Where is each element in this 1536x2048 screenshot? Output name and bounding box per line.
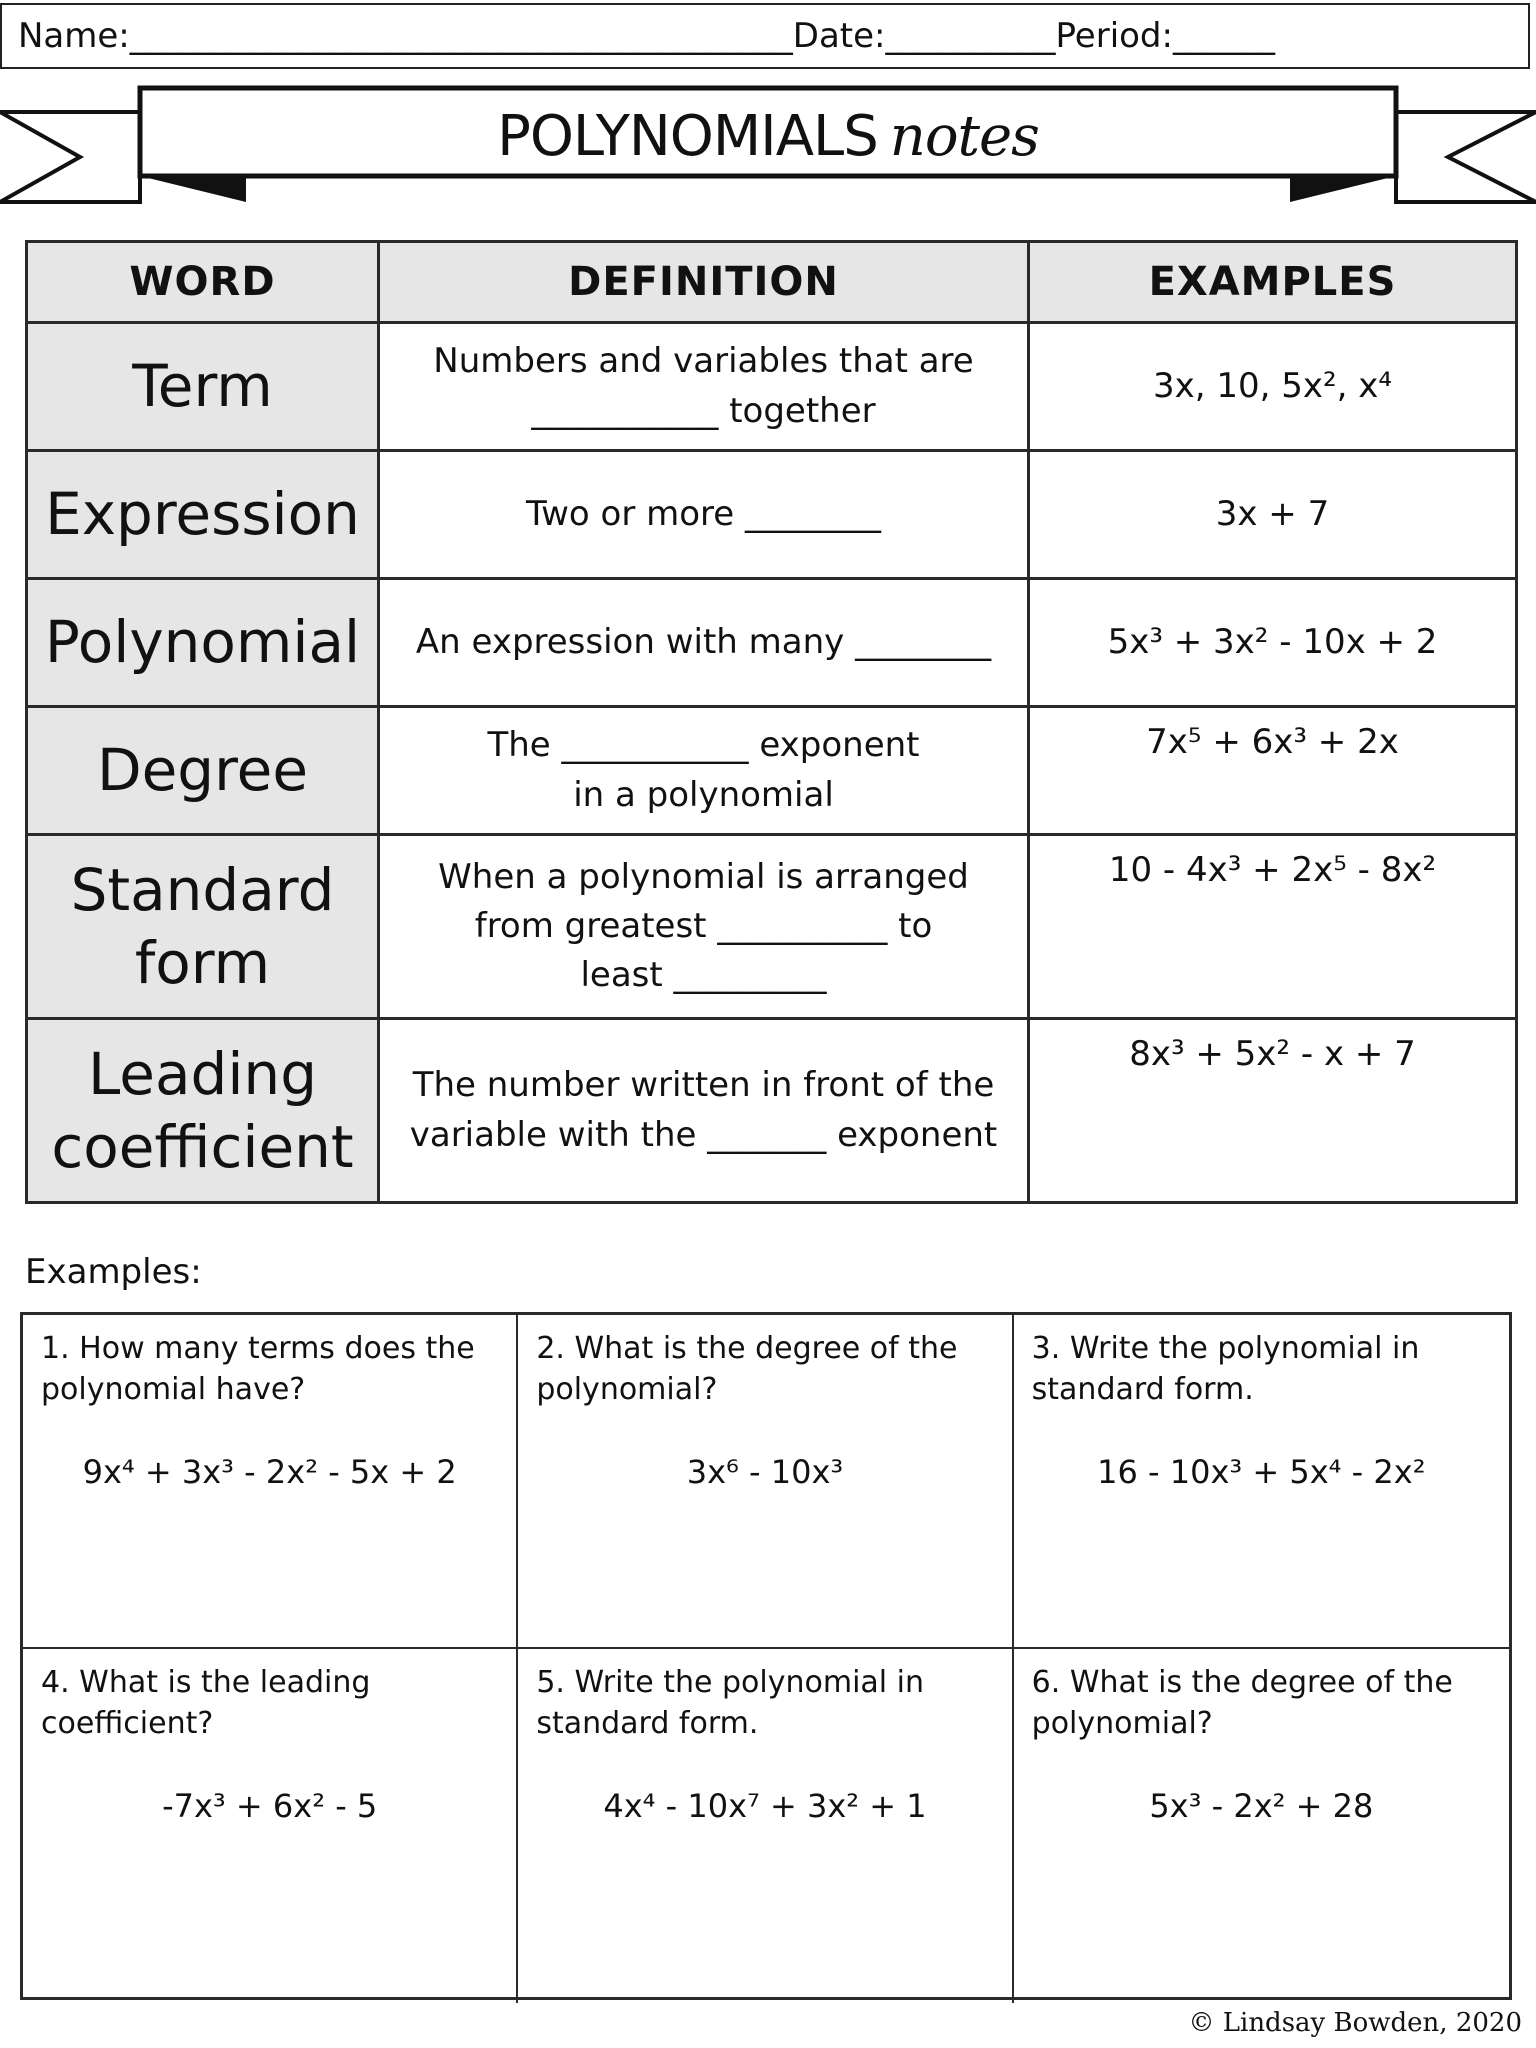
example-cell: 3x, 10, 5x², x⁴ xyxy=(1029,323,1517,451)
example-box-5[interactable] xyxy=(518,1649,1013,2003)
table-header-row xyxy=(27,242,1517,323)
student-info-header xyxy=(0,3,1530,69)
table-row xyxy=(27,1019,1517,1203)
ribbon-left-fold xyxy=(140,176,246,202)
header-definition: DEFINITION xyxy=(379,242,1029,323)
question-line: 6. What is the degree of the xyxy=(1031,1665,1453,1700)
question-line: polynomial? xyxy=(536,1371,718,1407)
ribbon-left-tail xyxy=(0,112,140,202)
examples-heading: Examples: xyxy=(25,1252,202,1292)
question-line: polynomial? xyxy=(1031,1705,1213,1741)
example-box-2[interactable] xyxy=(518,1315,1013,1649)
definition-line: least _________ xyxy=(580,955,827,996)
table-row xyxy=(27,451,1517,579)
copyright-notice: © Lindsay Bowden, 2020 xyxy=(1188,2008,1522,2038)
period-field[interactable]: ______ xyxy=(1172,16,1275,56)
word-cell xyxy=(27,1019,379,1203)
name-field[interactable]: _______________________________________ xyxy=(129,16,793,56)
definition-line: The number written in front of the xyxy=(412,1065,995,1106)
table-row xyxy=(27,323,1517,451)
question-text xyxy=(536,1663,993,1744)
question-text xyxy=(1032,1329,1491,1410)
question-text xyxy=(41,1329,498,1410)
title-script-text: notes xyxy=(889,103,1039,169)
definition-cell: An expression with many ________ xyxy=(379,579,1029,707)
example-box-4[interactable] xyxy=(23,1649,518,2003)
question-line: 4. What is the leading xyxy=(41,1665,371,1700)
polynomial-expression: -7x³ + 6x² - 5 xyxy=(162,1787,378,1825)
question-line: coefficient? xyxy=(41,1705,214,1741)
page-title xyxy=(140,96,1396,176)
polynomial-expression: 9x⁴ + 3x³ - 2x² - 5x + 2 xyxy=(82,1453,457,1491)
definition-line: in a polynomial xyxy=(573,774,834,815)
polynomial-expression: 3x⁶ - 10x³ xyxy=(686,1453,844,1491)
header-word: WORD xyxy=(27,242,379,323)
ribbon-right-tail xyxy=(1396,112,1536,202)
definition-line: ___________ together xyxy=(531,390,876,431)
header-examples: EXAMPLES xyxy=(1029,242,1517,323)
definition-cell xyxy=(379,323,1029,451)
question-line: 1. How many terms does the xyxy=(41,1331,475,1366)
example-cell: 10 - 4x³ + 2x⁵ - 8x² xyxy=(1029,835,1517,1019)
table-row xyxy=(27,579,1517,707)
question-line: 3. Write the polynomial in xyxy=(1031,1331,1420,1366)
name-label: Name: xyxy=(18,16,130,56)
word-cell: Term xyxy=(27,323,379,451)
word-line: Leading xyxy=(87,1040,318,1108)
word-line: form xyxy=(134,928,271,997)
question-line: standard form. xyxy=(1031,1371,1254,1407)
examples-grid xyxy=(20,1312,1512,2000)
polynomial-expression: 5x³ - 2x² + 28 xyxy=(1149,1787,1374,1825)
question-line: standard form. xyxy=(536,1705,759,1741)
polynomial-expression: 16 - 10x³ + 5x⁴ - 2x² xyxy=(1097,1453,1426,1491)
definition-line: The ___________ exponent xyxy=(487,725,920,766)
ribbon-right-fold xyxy=(1290,176,1396,202)
definition-cell xyxy=(379,835,1029,1019)
example-cell: 3x + 7 xyxy=(1029,451,1517,579)
definition-line: variable with the _______ exponent xyxy=(409,1114,998,1155)
definition-line: When a polynomial is arranged xyxy=(438,856,969,897)
definition-line: Numbers and variables that are xyxy=(433,341,974,382)
definition-cell xyxy=(379,1019,1029,1203)
example-cell: 8x³ + 5x² - x + 7 xyxy=(1029,1019,1517,1203)
question-text xyxy=(41,1663,498,1744)
word-cell xyxy=(27,835,379,1019)
definition-cell: Two or more ________ xyxy=(379,451,1029,579)
question-line: polynomial have? xyxy=(41,1371,306,1407)
date-field[interactable]: __________ xyxy=(885,16,1056,56)
word-line: coefficient xyxy=(51,1112,354,1181)
table-row xyxy=(27,835,1517,1019)
example-box-6[interactable] xyxy=(1014,1649,1509,2003)
question-line: 5. Write the polynomial in xyxy=(536,1665,925,1700)
definition-cell xyxy=(379,707,1029,835)
vocabulary-table xyxy=(25,240,1518,1204)
word-cell: Degree xyxy=(27,707,379,835)
polynomial-expression: 4x⁴ - 10x⁷ + 3x² + 1 xyxy=(603,1787,927,1825)
example-box-1[interactable] xyxy=(23,1315,518,1649)
word-line: Standard xyxy=(70,856,335,924)
question-line: 2. What is the degree of the xyxy=(536,1331,958,1366)
period-label: Period: xyxy=(1055,16,1173,56)
example-cell: 5x³ + 3x² - 10x + 2 xyxy=(1029,579,1517,707)
title-text: POLYNOMIALS xyxy=(497,103,878,169)
definition-line: from greatest __________ to xyxy=(474,905,933,946)
table-row xyxy=(27,707,1517,835)
date-label: Date: xyxy=(792,16,886,56)
example-box-3[interactable] xyxy=(1014,1315,1509,1649)
question-text xyxy=(536,1329,993,1410)
word-cell: Polynomial xyxy=(27,579,379,707)
word-cell: Expression xyxy=(27,451,379,579)
example-cell: 7x⁵ + 6x³ + 2x xyxy=(1029,707,1517,835)
question-text xyxy=(1032,1663,1491,1744)
